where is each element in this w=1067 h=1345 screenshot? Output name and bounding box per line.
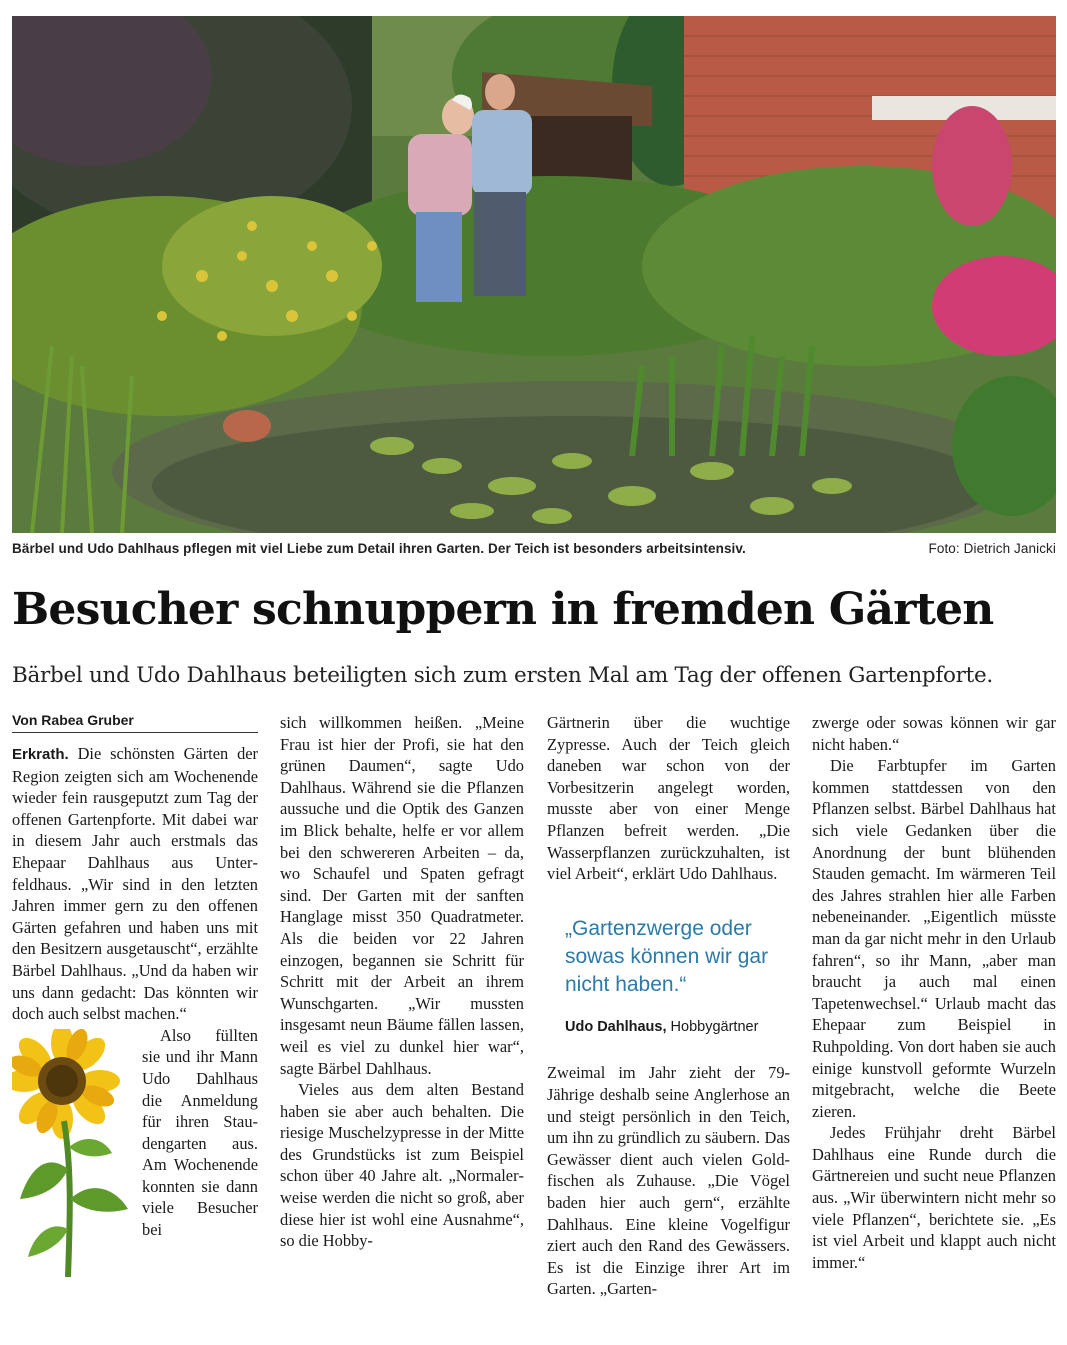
paragraph-text: Die schönsten Gärten der Region zeigten sich am Wochenende wieder fein rausgeputzt zum Tag der offenen Gartenpforte. Mit dabei war in diesem Jahr auch erstmals das Ehepaar Dahlhaus aus Unterfeldhaus. „Wir sind in den letzten Jahren immer gern zu den offenen Gärten gefahren und haben uns mit den Besitzern ausgetauscht“, erzählte Bärbel Dahlhaus. „Und da haben wir uns dann gedacht: Das könnten wir doch auch selbst machen.“ bbox=[12, 744, 258, 1024]
garden-photo-illustration bbox=[12, 16, 1056, 533]
paragraph: Vieles aus dem alten Bestand haben sie aber auch behalten. Die riesige Muschelzypresse in der Mitte des Grundstücks ist zum Beispiel schon über 40 Jahre alt. „Normalerweise werden die nicht so groß, aber diese hier ist wohl eine Ausnahme“, so die Hobby- bbox=[280, 1080, 524, 1251]
pull-quote: „Gartenzwerge oder sowas können wir gar nicht haben.“ bbox=[565, 916, 769, 996]
paragraph: sich willkommen heißen. „Meine Frau ist hier der Profi, sie hat den grünen Daumen“, sagte Udo Dahlhaus. Während sie die Pflanzen aussuche und die Optik des Ganzen im Blick behalte, helfe er vor allem bei den schwereren Arbeiten – da, wo Schaufel und Spaten gefragt sind. Der Garten mit der sanften Hanglage misst 350 Quadratmeter. Als die beiden vor 22 Jahren einzogen, begannen sie Schritt für Schritt mit der Arbeit an ihrem Wunschgarten. „Wir mussten insgesamt neun Bäume fällen lassen, weil es viel zu dunkel hier war“, sagte Bärbel Dahlhaus. bbox=[280, 713, 524, 1078]
dateline: Erkrath. bbox=[12, 746, 69, 763]
paragraph: Also füllten sie und ihr Mann Udo Dahlhaus die Anmeldung für ihren Staudengarten aus. Am Wochenende konnten sie dann viele Besucher bei bbox=[142, 1025, 258, 1240]
caption-text: Bärbel und Udo Dahlhaus pflegen mit viel Liebe zum Detail ihren Garten. Der Teich ist besonders arbeitsintensiv. bbox=[12, 541, 746, 556]
photo-credit: Foto: Dietrich Janicki bbox=[928, 541, 1056, 556]
paragraph: Jedes Frühjahr dreht Bärbel Dahlhaus eine Runde durch die Gärtnereien und sucht neue Pflanzen aus. „Wir überwintern nicht mehr so viele Pflanzen“, berichtete sie. „Es ist viel Arbeit und klappt auch nicht immer.“ bbox=[812, 1123, 1056, 1272]
column-2 bbox=[280, 712, 524, 1252]
byline: Von Rabea Gruber bbox=[12, 712, 258, 733]
paragraph: Zweimal im Jahr zieht der 79-Jährige deshalb seine Anglerhose an und steigt persönlich in den Teich, um ihn zu gründlich zu säubern. Das Gewässer dient auch vielen Goldfischen als Zuhause. „Die Vögel baden hier auch gern“, erzählte Dahlhaus. Eine kleine Vogelfigur ziert auch den Rand des Gewässers. Es ist die Einzige ihrer Art im Garten. „Garten- bbox=[547, 1063, 790, 1299]
column-4 bbox=[812, 712, 1056, 1273]
photo-caption bbox=[12, 541, 1056, 563]
garden-photo bbox=[12, 16, 1056, 533]
quote-source bbox=[565, 1017, 790, 1039]
sunflower-image bbox=[12, 1029, 136, 1277]
quote-role: Hobbygärtner bbox=[670, 1018, 759, 1035]
paragraph: Gärtnerin über die wuchtige Zypresse. Auch der Teich gleich daneben war schon von der Vorbesitzerin angelegt worden, musste aber von einer Menge Pflanzen befreit werden. „Die Wasserpflanzen zurückzuhalten, ist viel Arbeit“, erklärt Udo Dahlhaus. bbox=[547, 713, 790, 884]
column-1 bbox=[12, 712, 258, 1277]
column-3 bbox=[547, 712, 790, 1300]
sunflower-illustration bbox=[12, 1029, 136, 1277]
quote-name: Udo Dahlhaus, bbox=[565, 1018, 667, 1035]
paragraph: Die Farbtupfer im Garten kommen stattdessen von den Pflanzen selbst. Bärbel Dahlhaus hat sich viele Gedanken über die Anordnung der bunt blühenden Stauden gemacht. Im wärmeren Teil des Jahres strahlen hier alle Farben nebeneinander. „Eigentlich müsste man da gar nicht mehr in den Urlaub fahren“, so ihr Mann, „aber man braucht ja auch mal einen Tapetenwechsel.“ Urlaub macht das Ehepaar zum Beispiel in Ruhpolding. Von dort haben sie auch einige kunstvoll geformte Wurzeln mitgebracht, welche die Beete zieren. bbox=[812, 756, 1056, 1121]
paragraph: zwerge oder sowas können wir gar nicht haben.“ bbox=[812, 713, 1056, 754]
subheadline: Bärbel und Udo Dahlhaus beteiligten sich zum ersten Mal am Tag der offenen Gartenpforte. bbox=[12, 663, 993, 688]
headline: Besucher schnuppern in fremden Gärten bbox=[12, 584, 994, 635]
paragraph bbox=[12, 743, 258, 1025]
